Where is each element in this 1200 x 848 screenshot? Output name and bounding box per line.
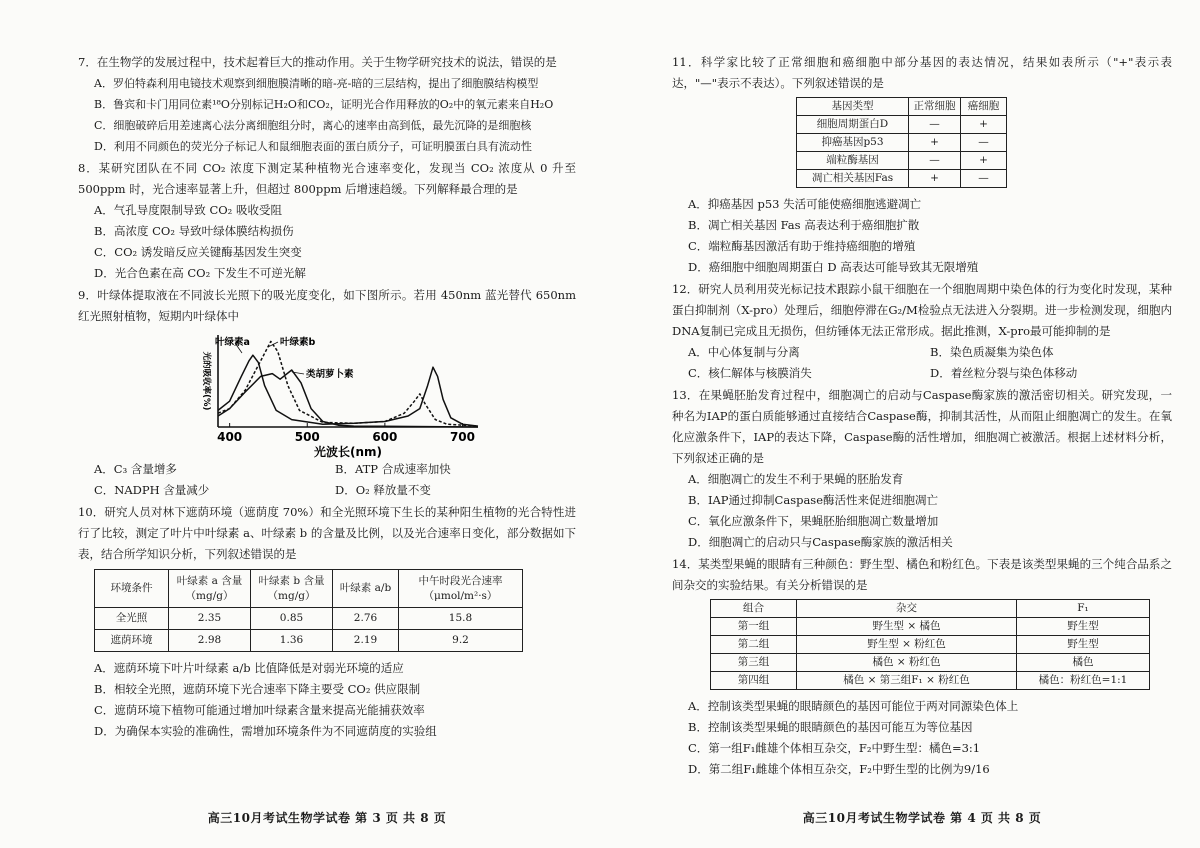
option-d: D．为确保本实验的准确性，需增加环境条件为不同遮荫度的实验组 (94, 724, 437, 738)
x-tick-label: 600 (372, 430, 398, 444)
question-14 (672, 554, 1172, 780)
option-a: A．细胞凋亡的发生不利于果蝇的胚胎发育 (688, 472, 904, 486)
cross-results-table (710, 599, 1150, 690)
table-header: 中午时段光合速率（μmol/m²·s） (399, 570, 523, 608)
option-c: C．第一组F₁雌雄个体相互杂交，F₂中野生型：橘色=3:1 (688, 741, 981, 755)
question-13 (672, 385, 1172, 553)
x-axis-label: 光波长(nm) (313, 445, 383, 459)
table-row: 抑癌基因p53 + — (797, 134, 1007, 152)
option-c: C．氧化应激条件下，果蝇胚胎细胞凋亡数量增加 (688, 514, 939, 528)
option-d: D．癌细胞中细胞周期蛋白 D 高表达可能导致其无限增殖 (688, 260, 979, 274)
x-tick-label: 400 (217, 430, 243, 444)
option-b: B．鲁宾和卡门用同位素¹⁸O分别标记H₂O和CO₂，证明光合作用释放的O₂中的氧元素来自H₂O (94, 98, 554, 111)
page-3 (78, 52, 576, 842)
table-header: 叶绿素 a 含量（mg/g） (169, 570, 251, 608)
option-d: D．光合色素在高 CO₂ 下发生不可逆光解 (94, 266, 306, 280)
question-10 (78, 502, 576, 742)
question-stem: 14．某类型果蝇的眼睛有三种颜色：野生型、橘色和粉红色。下表是该类型果蝇的三个纯合品系之间杂交的实验结果。有关分析错误的是 (672, 557, 1172, 592)
question-stem: 9．叶绿体提取液在不同波长光照下的吸光度变化，如下图所示。若用 450nm 蓝光替代 650nm 红光照射植物，短期内叶绿体中 (78, 288, 576, 323)
option-d: D．O₂ 释放量不变 (335, 483, 431, 497)
table-row: 第四组 橘色 × 第三组F₁ × 粉红色 橘色：粉红色=1:1 (711, 672, 1150, 690)
table-header: 正常细胞 (909, 98, 961, 116)
option-b: B．ATP 合成速率加快 (335, 462, 451, 476)
question-stem: 13．在果蝇胚胎发育过程中，细胞凋亡的启动与Caspase酶家族的激活密切相关。研究发现，一种名为IAP的蛋白质能够通过直接结合Caspase酶，抑制其活性，从而阻止细胞凋亡的发生。在氧化应激条件下，IAP的表达下降，Caspase酶的活性增加，细胞凋亡被激活。根据上述材料分析，下列叙述正确的是 (672, 388, 1172, 465)
table-row: 第二组 野生型 × 粉红色 野生型 (711, 636, 1150, 654)
option-b: B．控制该类型果蝇的眼睛颜色的基因可能互为等位基因 (688, 720, 973, 734)
x-tick-label: 500 (294, 430, 320, 444)
x-tick-label: 700 (449, 430, 476, 444)
table-header: 癌细胞 (961, 98, 1007, 116)
question-8 (78, 158, 576, 284)
question-9 (78, 285, 576, 501)
option-a: A．遮荫环境下叶片叶绿素 a/b 比值降低是对弱光环境的适应 (94, 661, 404, 675)
page-footer: 高三10月考试生物学试卷 第 3 页 共 8 页 (207, 811, 447, 825)
series-label: 叶绿素a (215, 337, 250, 348)
option-b: B．IAP通过抑制Caspase酶活性来促进细胞凋亡 (688, 493, 939, 507)
option-a: A．气孔导度限制导致 CO₂ 吸收受阻 (94, 203, 282, 217)
series-line-0 (218, 355, 478, 426)
option-c: C．遮荫环境下植物可能通过增加叶绿素含量来提高光能捕获效率 (94, 703, 425, 717)
table-header: F₁ (1017, 600, 1150, 618)
option-a: A．中心体复制与分离 (688, 345, 800, 359)
table-row: 细胞周期蛋白D — + (797, 116, 1007, 134)
question-stem: 10．研究人员对林下遮荫环境（遮荫度 70%）和全光照环境下生长的某种阳生植物的光合特性进行了比较，测定了叶片中叶绿素 a、叶绿素 b 的含量及比例，以及光合速率日变化，部分数据如下表，结合所学知识分析，下列叙述错误的是 (78, 505, 576, 561)
table-header: 杂交 (797, 600, 1017, 618)
series-label: 类胡萝卜素 (306, 369, 354, 380)
option-c: C．CO₂ 诱发暗反应关键酶基因发生突变 (94, 245, 302, 259)
table-row: 第三组 橘色 × 粉红色 橘色 (711, 654, 1150, 672)
option-a: A．抑癌基因 p53 失活可能使癌细胞逃避凋亡 (688, 197, 922, 211)
question-11 (672, 52, 1172, 278)
series-label: 叶绿素b (280, 337, 316, 348)
table-header: 组合 (711, 600, 797, 618)
option-d: D．第二组F₁雌雄个体相互杂交，F₂中野生型的比例为9/16 (688, 762, 990, 776)
table-row: 遮荫环境 2.98 1.36 2.19 9.2 (95, 630, 523, 652)
y-axis-label: 光的吸收率(%) (201, 351, 211, 411)
question-12 (672, 279, 1172, 384)
table-row: 端粒酶基因 — + (797, 152, 1007, 170)
option-b: B．染色质凝集为染色体 (930, 345, 1054, 359)
option-c: C．细胞破碎后用差速离心法分离细胞组分时，离心的速率由高到低，最先沉降的是细胞核 (94, 119, 532, 132)
table-header: 叶绿素 a/b (333, 570, 399, 608)
table-row: 凋亡相关基因Fas + — (797, 170, 1007, 188)
option-b: B．相较全光照，遮荫环境下光合速率下降主要受 CO₂ 供应限制 (94, 682, 421, 696)
table-row: 第一组 野生型 × 橘色 野生型 (711, 618, 1150, 636)
option-c: C．端粒酶基因激活有助于维持癌细胞的增殖 (688, 239, 916, 253)
page-4 (672, 52, 1172, 842)
question-stem: 7．在生物学的发展过程中，技术起着巨大的推动作用。关于生物学研究技术的说法，错误的是 (78, 55, 557, 69)
option-a: A．控制该类型果蝇的眼睛颜色的基因可能位于两对同源染色体上 (688, 699, 1019, 713)
chlorophyll-table (94, 569, 523, 652)
option-d: D．细胞凋亡的启动只与Caspase酶家族的激活相关 (688, 535, 953, 549)
option-c: C．NADPH 含量减少 (94, 483, 210, 497)
option-c: C．核仁解体与核膜消失 (688, 366, 812, 380)
gene-expression-table (796, 97, 1007, 188)
question-stem: 12．研究人员利用荧光标记技术跟踪小鼠干细胞在一个细胞周期中染色体的行为变化时发现，某种蛋白抑制剂（X-pro）处理后，细胞停滞在G₂/M检验点无法进入分裂期。进一步检测发现，细胞内DNA复制已完成且无损伤，但纺锤体无法正常形成。据此推测，X-pro最可能抑制的是 (672, 282, 1172, 338)
option-d: D．着丝粒分裂与染色体移动 (930, 366, 1078, 380)
table-header: 叶绿素 b 含量（mg/g） (251, 570, 333, 608)
option-b: B．凋亡相关基因 Fas 高表达利于癌细胞扩散 (688, 218, 920, 232)
question-stem: 8．某研究团队在不同 CO₂ 浓度下测定某种植物光合速率变化，发现当 CO₂ 浓度从 0 升至 500ppm 时，光合速率显著上升，但超过 800ppm 后增速趋缓。下列解释最合理的是 (78, 161, 576, 196)
option-d: D．利用不同颜色的荧光分子标记人和鼠细胞表面的蛋白质分子，可证明膜蛋白具有流动性 (94, 140, 532, 153)
series-leader-line (268, 342, 278, 347)
absorption-spectrum-chart (188, 327, 488, 459)
option-a: A．罗伯特森利用电镜技术观察到细胞膜清晰的暗-亮-暗的三层结构，提出了细胞膜结构模型 (94, 77, 539, 90)
table-row: 全光照 2.35 0.85 2.76 15.8 (95, 608, 523, 630)
table-header: 环境条件 (95, 570, 169, 608)
question-stem: 11．科学家比较了正常细胞和癌细胞中部分基因的表达情况，结果如表所示（"+"表示表达，"—"表示不表达）。下列叙述错误的是 (672, 55, 1172, 90)
table-header: 基因类型 (797, 98, 909, 116)
option-b: B．高浓度 CO₂ 导致叶绿体膜结构损伤 (94, 224, 294, 238)
question-7 (78, 52, 576, 157)
option-a: A．C₃ 含量增多 (94, 462, 177, 476)
page-footer: 高三10月考试生物学试卷 第 4 页 共 8 页 (802, 811, 1042, 825)
